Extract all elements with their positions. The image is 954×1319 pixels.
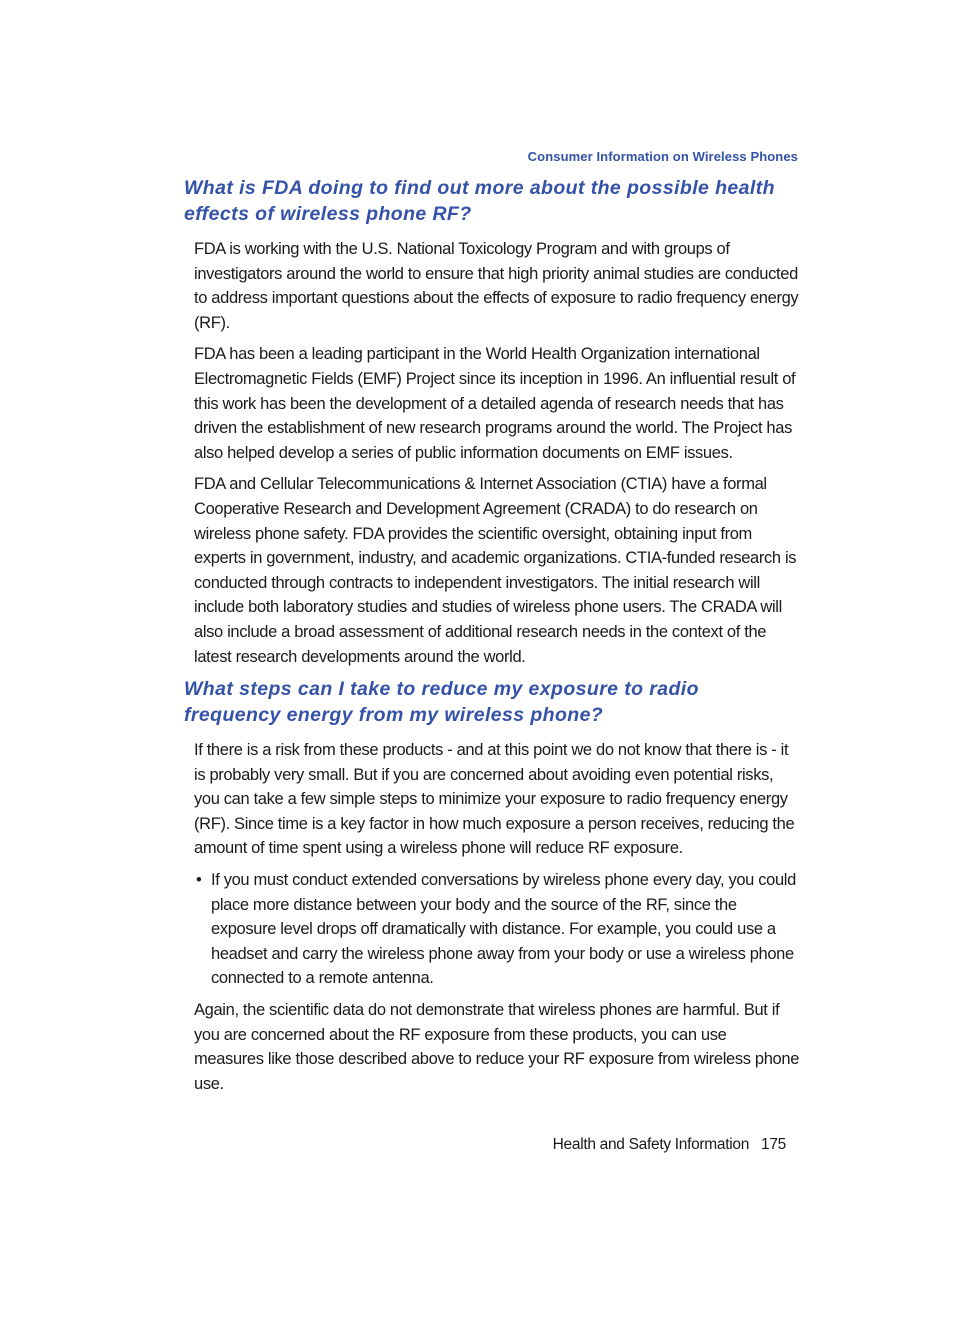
- paragraph: Again, the scientific data do not demonstrate that wireless phones are harmful. But if you are concerned about the RF exposure from these products, you can use measures like those described above to reduce your RF exposure from wireless phone use.: [194, 1001, 800, 1093]
- section-body-reduce-exposure: [194, 738, 800, 1096]
- page-content: [184, 175, 800, 1103]
- footer-chapter: Health and Safety Information: [552, 1136, 750, 1153]
- page-footer: [553, 1136, 786, 1154]
- bullet-list: [194, 868, 800, 991]
- paragraph: FDA is working with the U.S. National Toxicology Program and with groups of investigators around the world to ensure that high priority animal studies are conducted to address important questions about the effects of exposure to radio frequency energy (RF).: [194, 240, 799, 332]
- section-heading-reduce-exposure: What steps can I take to reduce my exposure to radio frequency energy from my wireless phone?: [184, 678, 699, 727]
- paragraph: FDA and Cellular Telecommunications & Internet Association (CTIA) have a formal Cooperative Research and Development Agreement (CRADA) to do research on wireless phone safety. FDA provides the scientific oversight, obtaining input from experts in government, industry, and academic organizations. CTIA-funded research is conducted through contracts to independent investigators. The initial research will include both laboratory studies and studies of wireless phone users. The CRADA will also include a broad assessment of additional research needs in the context of the latest research developments around the world.: [194, 475, 797, 666]
- list-item-text: If you must conduct extended conversations by wireless phone every day, you could place more distance between your body and the source of the RF, since the exposure level drops off dramatically with distance. For example, you could use a headset and carry the wireless phone away from your body or use a wireless phone connected to a remote antenna.: [211, 871, 796, 988]
- paragraph: FDA has been a leading participant in the World Health Organization international Electromagnetic Fields (EMF) Project since its inception in 1996. An influential result of this work has been the development of a detailed agenda of research needs that has driven the establishment of new research programs around the world. The Project has also helped develop a series of public information documents on EMF issues.: [194, 345, 796, 462]
- section-heading-fda-research: What is FDA doing to find out more about the possible health effects of wireless phone RF?: [184, 177, 775, 225]
- section-body-fda-research: [194, 237, 800, 669]
- list-item: [194, 868, 800, 991]
- bullet-icon: •: [196, 871, 202, 890]
- page-number: 175: [761, 1136, 786, 1153]
- running-header: Consumer Information on Wireless Phones: [527, 149, 798, 164]
- paragraph: If there is a risk from these products - and at this point we do not know that there is - it is probably very small. But if you are concerned about avoiding even potential risks, you can take a few simple steps to minimize your exposure to radio frequency energy (RF). Since time is a key factor in how much exposure a person receives, reducing the amount of time spent using a wireless phone will reduce RF exposure.: [194, 741, 795, 858]
